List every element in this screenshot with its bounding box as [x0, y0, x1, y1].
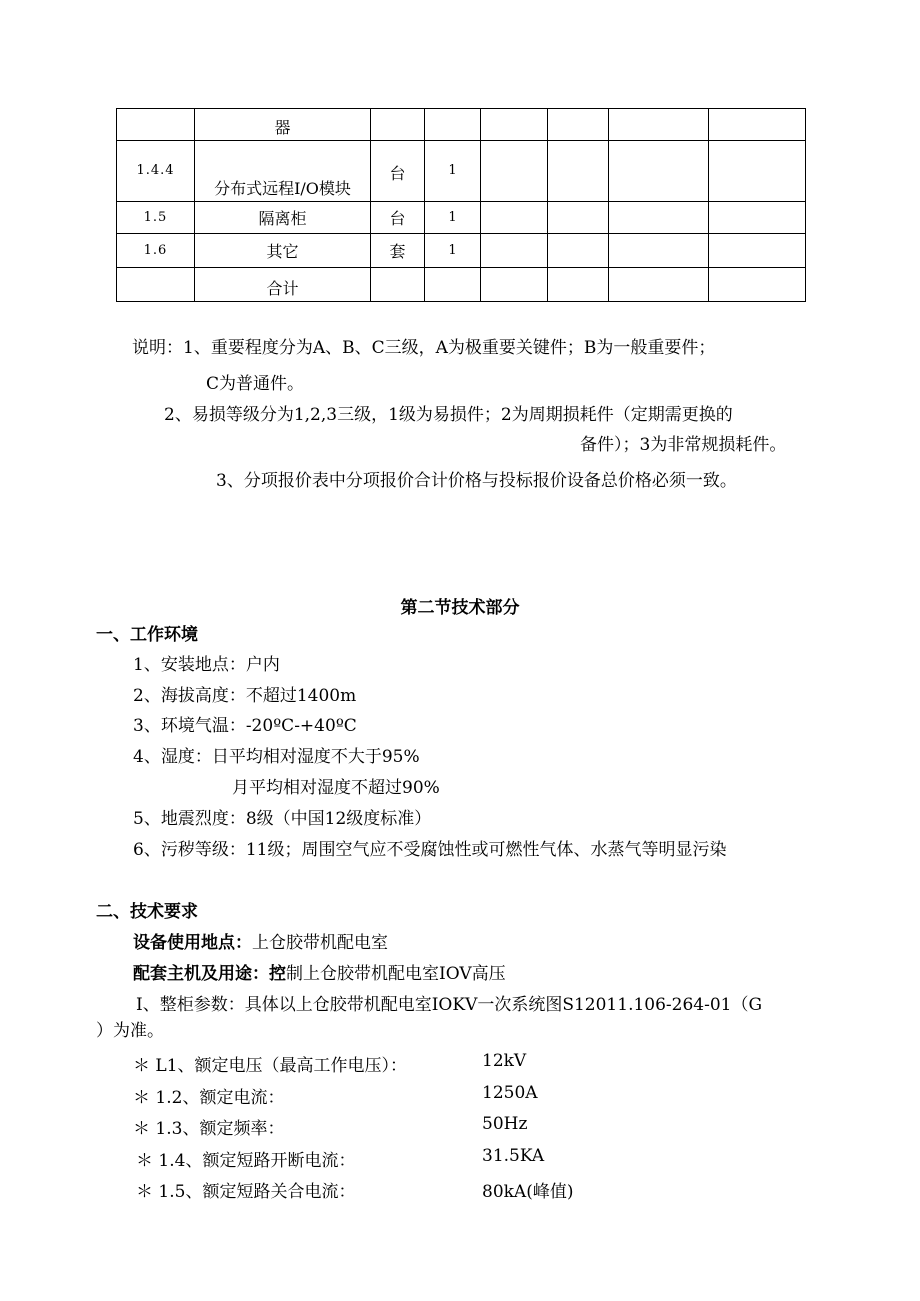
row-qty: 1 — [425, 202, 481, 234]
empty-cell — [709, 202, 806, 234]
cabinet-line: ）为准。 — [96, 1021, 164, 1041]
req-heading: 二、技术要求 — [96, 902, 198, 922]
note-line: 备件）；3为非常规损耗件。 — [580, 435, 787, 455]
env-item: 月平均相对湿度不超过90% — [232, 778, 440, 798]
row-name: 隔离柜 — [195, 202, 371, 234]
empty-cell — [709, 234, 806, 268]
empty-cell — [709, 268, 806, 302]
row-unit: 台 — [371, 202, 425, 234]
empty-cell — [481, 234, 548, 268]
empty-cell — [548, 234, 609, 268]
row-name: 合计 — [195, 268, 371, 302]
param-value: 80kA(峰值) — [482, 1182, 574, 1202]
row-number — [117, 268, 195, 302]
param-value: 12kV — [482, 1051, 527, 1071]
param-label: ＊ 1.5、额定短路关合电流： — [136, 1182, 356, 1202]
empty-cell — [609, 141, 709, 202]
usage-line — [133, 963, 506, 985]
note-line: 3、分项报价表中分项报价合计价格与投标报价设备总价格必须一致。 — [216, 471, 737, 491]
row-unit — [371, 109, 425, 141]
row-number — [117, 109, 195, 141]
row-name: 器 — [195, 109, 371, 141]
empty-cell — [548, 109, 609, 141]
row-unit: 套 — [371, 234, 425, 268]
row-unit — [371, 268, 425, 302]
empty-cell — [609, 202, 709, 234]
empty-cell — [709, 109, 806, 141]
row-number: 1.4.4 — [117, 141, 195, 202]
env-item: 1、安装地点：户内 — [133, 655, 280, 675]
row-qty — [425, 109, 481, 141]
param-label: ＊ 1.2、额定电流： — [133, 1088, 285, 1108]
usage-value: 制上仓胶带机配电室IOV高压 — [286, 964, 506, 984]
cabinet-line: I、整柜参数：具体以上仓胶带机配电室IOKV一次系统图S12011.106-264-01（G — [136, 995, 763, 1015]
note-line: 说明：1、重要程度分为A、B、C三级，A为极重要关键件；B为一般重要件； — [132, 338, 716, 358]
env-item: 5、地震烈度：8级（中国12级度标准） — [133, 809, 432, 829]
env-item: 6、污秽等级：11级；周围空气应不受腐蚀性或可燃性气体、水蒸气等明显污染 — [133, 840, 727, 860]
empty-cell — [481, 109, 548, 141]
row-name: 其它 — [195, 234, 371, 268]
env-item: 3、环境气温：-20ºC-+40ºC — [133, 716, 357, 736]
location-label: 设备使用地点： — [133, 933, 252, 953]
param-label: ＊ L1、额定电压（最高工作电压）： — [133, 1056, 408, 1076]
row-name: 分布式远程I/O模块 — [195, 141, 371, 202]
env-item: 2、海拔高度：不超过1400m — [133, 686, 357, 706]
param-label: ＊ 1.4、额定短路开断电流： — [136, 1151, 356, 1171]
env-heading: 一、工作环境 — [96, 625, 198, 645]
empty-cell — [609, 268, 709, 302]
empty-cell — [481, 202, 548, 234]
parts-table — [116, 108, 806, 302]
section-title: 第二节技术部分 — [400, 598, 520, 618]
param-label: ＊ 1.3、额定频率： — [133, 1119, 285, 1139]
usage-label: 配套主机及用途：控 — [133, 964, 286, 984]
row-qty: 1 — [425, 234, 481, 268]
table-row — [117, 109, 806, 141]
empty-cell — [481, 268, 548, 302]
row-qty: 1 — [425, 141, 481, 202]
empty-cell — [548, 141, 609, 202]
row-unit: 台 — [371, 141, 425, 202]
note-line: 2、易损等级分为1,2,3三级，1级为易损件；2为周期损耗件（定期需更换的 — [164, 405, 733, 425]
table-row — [117, 234, 806, 268]
table-row — [117, 141, 806, 202]
location-value: 上仓胶带机配电室 — [252, 933, 388, 953]
empty-cell — [609, 234, 709, 268]
note-line: C为普通件。 — [206, 374, 305, 394]
empty-cell — [548, 268, 609, 302]
param-value: 1250A — [482, 1083, 538, 1103]
env-item: 4、湿度：日平均相对湿度不大于95% — [133, 747, 420, 767]
empty-cell — [709, 141, 806, 202]
param-value: 31.5KA — [482, 1146, 545, 1166]
row-number: 1.5 — [117, 202, 195, 234]
table-row — [117, 202, 806, 234]
location-line — [133, 932, 388, 954]
empty-cell — [609, 109, 709, 141]
row-qty — [425, 268, 481, 302]
row-number: 1.6 — [117, 234, 195, 268]
table-row — [117, 268, 806, 302]
empty-cell — [481, 141, 548, 202]
param-value: 50Hz — [482, 1114, 528, 1134]
empty-cell — [548, 202, 609, 234]
